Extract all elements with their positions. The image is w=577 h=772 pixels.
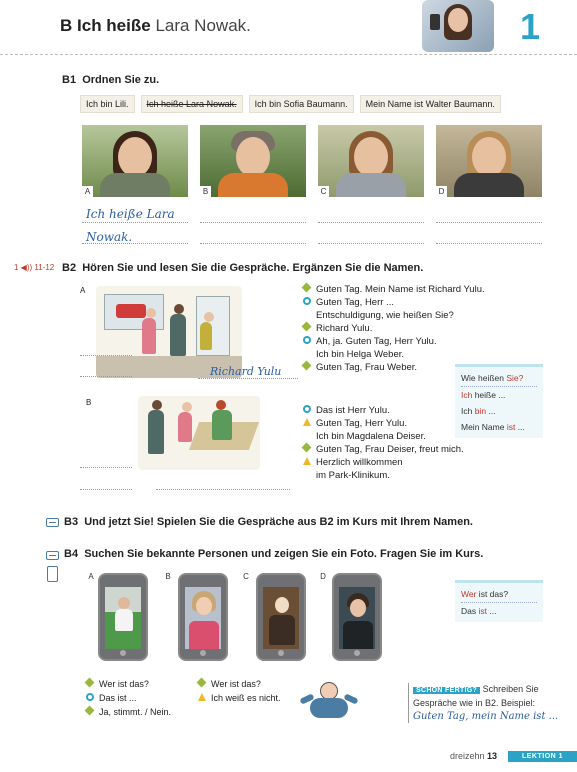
answer-handwriting-2: Nowak. bbox=[86, 230, 133, 244]
name-blank[interactable] bbox=[80, 376, 132, 377]
phone-a bbox=[98, 573, 148, 661]
dialog-line: Ja, stimmt. / Nein. bbox=[86, 705, 171, 719]
answer-line-c[interactable] bbox=[318, 222, 424, 223]
scene-b-illustration bbox=[138, 396, 260, 470]
dialog-line-cont: Entschuldigung, wie heißen Sie? bbox=[316, 310, 454, 321]
header-divider bbox=[0, 54, 577, 55]
header-photo bbox=[422, 0, 494, 52]
b2-heading: B2 Hören Sie und lesen Sie die Gespräche. Ergänzen Sie die Namen. bbox=[62, 262, 424, 274]
partner-icon bbox=[46, 518, 59, 527]
phone-b bbox=[178, 573, 228, 661]
dialog-line: Guten Tag, Frau Weber. bbox=[303, 361, 485, 374]
option-chip: Ich bin Lili. bbox=[80, 95, 135, 113]
photo-d bbox=[436, 125, 542, 197]
dialog-b bbox=[303, 404, 464, 482]
name-blank[interactable] bbox=[80, 489, 132, 490]
scene-b-label: B bbox=[86, 398, 92, 407]
photo-label: A bbox=[82, 186, 93, 197]
page-title bbox=[60, 16, 251, 36]
example-handwriting: Guten Tag, mein Name ist ... bbox=[413, 711, 559, 722]
phone-label: D bbox=[318, 572, 328, 581]
lesson-tag: LEKTION 1 bbox=[508, 751, 577, 762]
dialog-line-cont: im Park-Klinikum. bbox=[316, 470, 390, 481]
name-blank[interactable] bbox=[156, 489, 290, 490]
phone-label: A bbox=[86, 572, 96, 581]
title-bold: Ich heiße bbox=[77, 16, 151, 35]
grammar-box-name: Wie heißen Sie? Ich heiße ... Ich bin ... Mein Name ist ... bbox=[455, 364, 543, 438]
dialog-line: Richard Yulu. bbox=[303, 322, 485, 335]
phone-label: B bbox=[163, 572, 173, 581]
option-chip: Mein Name ist Walter Baumann. bbox=[360, 95, 501, 113]
section-letter: B bbox=[60, 16, 73, 35]
phone-c bbox=[256, 573, 306, 661]
dialog-line: Guten Tag, Herr Yulu. bbox=[303, 417, 464, 430]
dialog-line: Das ist Herr Yulu. bbox=[303, 404, 464, 417]
photo-a bbox=[82, 125, 188, 197]
scene-a-label: A bbox=[80, 286, 86, 295]
dialog-line: Ah, ja. Guten Tag, Herr Yulu. bbox=[303, 335, 485, 348]
dialog-b4-right bbox=[198, 677, 281, 705]
dialog-line-cont: Ich bin Magdalena Deiser. bbox=[316, 431, 426, 442]
dialog-line: Ich weiß es nicht. bbox=[198, 691, 281, 705]
name-blank[interactable] bbox=[80, 467, 132, 468]
option-chip: Ich heiße Lara Nowak. bbox=[141, 95, 243, 113]
b1-options bbox=[80, 95, 501, 113]
answer-line-b[interactable] bbox=[200, 222, 306, 223]
photo-label: D bbox=[436, 186, 447, 197]
dialog-line: Guten Tag, Herr ... bbox=[303, 296, 485, 309]
phone-label: C bbox=[241, 572, 251, 581]
phone-d bbox=[332, 573, 382, 661]
option-chip: Ich bin Sofia Baumann. bbox=[249, 95, 354, 113]
dialog-line: Das ist ... bbox=[86, 691, 171, 705]
schon-fertig-tag: SCHON FERTIG? bbox=[413, 687, 480, 694]
b1-heading: B1 Ordnen Sie zu. bbox=[62, 74, 160, 86]
answer-line-d[interactable] bbox=[436, 222, 542, 223]
title-light: Lara Nowak. bbox=[155, 16, 251, 35]
answer-handwriting-1: Ich heiße Lara bbox=[86, 207, 175, 221]
dialog-b4-left bbox=[86, 677, 171, 719]
dialog-line: Guten Tag, Frau Deiser, freut mich. bbox=[303, 443, 464, 456]
audio-track[interactable]: 1 ◀)) 11-12 bbox=[14, 263, 55, 272]
photo-label: C bbox=[318, 186, 329, 197]
name-blank[interactable] bbox=[80, 355, 132, 356]
page-number: dreizehn 13 bbox=[450, 751, 498, 761]
b4-heading: B4 Suchen Sie bekannte Personen und zeigen Sie ein Foto. Fragen Sie im Kurs. bbox=[64, 548, 484, 560]
schon-fertig-box: SCHON FERTIG? Schreiben Sie Gespräche wie in B2. Beispiel: Guten Tag, mein Name ist ... bbox=[408, 683, 558, 723]
dialog-line: Wer ist das? bbox=[86, 677, 171, 691]
dialog-line: Wer ist das? bbox=[198, 677, 281, 691]
dialog-line: Guten Tag. Mein Name ist Richard Yulu. bbox=[303, 283, 485, 296]
grammar-box-who: Wer ist das? Das ist ... bbox=[455, 580, 543, 622]
b3-heading: B3 Und jetzt Sie! Spielen Sie die Gespräche aus B2 im Kurs mit Ihrem Namen. bbox=[64, 516, 473, 528]
photo-label: B bbox=[200, 186, 211, 197]
dialog-a bbox=[303, 283, 485, 374]
handwritten-name: Richard Yulu bbox=[210, 365, 282, 378]
partner-icon bbox=[46, 551, 59, 560]
phone-icon bbox=[47, 566, 58, 582]
lesson-number: 1 bbox=[520, 6, 541, 47]
cartoon-figure bbox=[300, 682, 358, 722]
dialog-line: Herzlich willkommen bbox=[303, 456, 464, 469]
dialog-line-cont: Ich bin Helga Weber. bbox=[316, 349, 405, 360]
photo-c bbox=[318, 125, 424, 197]
photo-b bbox=[200, 125, 306, 197]
